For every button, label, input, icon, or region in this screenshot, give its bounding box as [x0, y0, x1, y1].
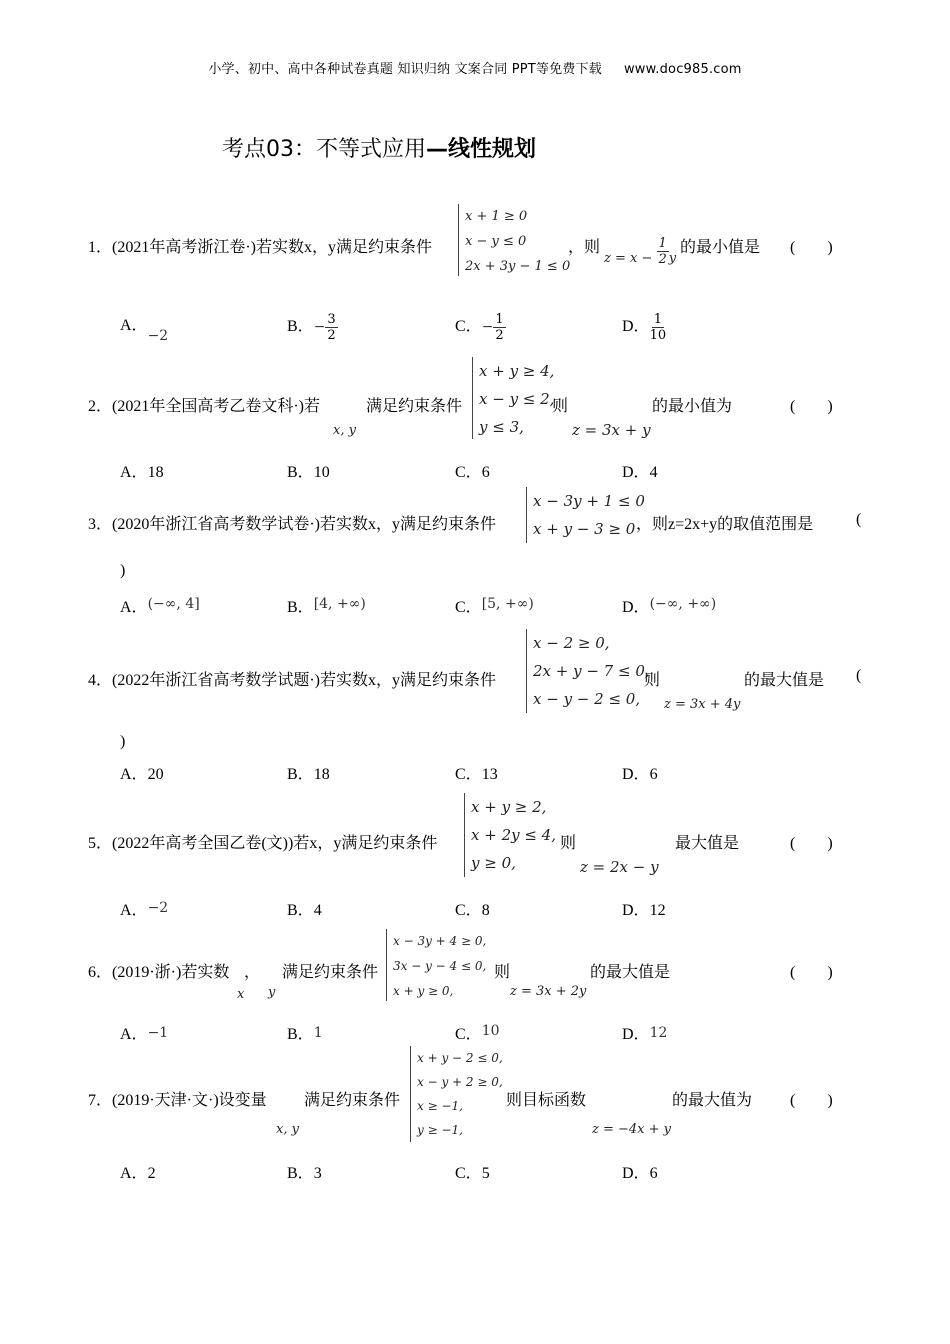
q7-mid: 则目标函数	[506, 1092, 587, 1109]
q5-answer-paren: ( )	[790, 835, 833, 852]
q3-constraint: x + y − 3 ≥ 0	[533, 520, 636, 538]
q5-option-a[interactable]: A．−2	[120, 900, 169, 919]
q5-objective: z = 2x − y	[580, 858, 659, 876]
q3-option-d[interactable]: D．(−∞, +∞)	[622, 596, 717, 616]
q7-answer-paren: ( )	[790, 1092, 833, 1109]
page-header	[0, 58, 950, 77]
q5-constraint: x + 2y ≤ 4,	[471, 826, 556, 844]
q2-mid: 则	[552, 398, 569, 415]
q7-vars: x, y	[276, 1122, 299, 1137]
q6-ask: 的最大值是	[590, 964, 671, 981]
q7-constraint-system	[410, 1046, 503, 1142]
q7-constraint: x + y − 2 ≤ 0,	[417, 1051, 503, 1065]
q6-constraint: 3x − y − 4 ≤ 0,	[393, 959, 487, 973]
q6-constraint-system	[386, 929, 486, 1001]
q2-constraint: x − y ≤ 2,	[479, 390, 555, 408]
header-url[interactable]: www.doc985.com	[623, 62, 742, 77]
q6-stem2: 满足约束条件	[282, 964, 379, 981]
q7-constraint: x − y + 2 ≥ 0,	[417, 1075, 503, 1089]
q4-option-d[interactable]: D．6	[622, 766, 658, 783]
q1-mid: ，则	[568, 239, 601, 256]
q5-option-c[interactable]: C．8	[455, 902, 490, 919]
q5-option-b[interactable]: B．4	[287, 902, 322, 919]
q3-constraint-system	[526, 487, 645, 543]
q5-option-d[interactable]: D．12	[622, 902, 666, 919]
q2-ask: 的最小值为	[652, 398, 733, 415]
q2-stem: 2．(2021年全国高考乙卷文科·)若	[88, 398, 320, 415]
q2-option-b[interactable]: B．10	[287, 464, 330, 481]
q4-objective: z = 3x + 4y	[664, 697, 741, 712]
q1-stem: 1．(2021年高考浙江卷·)若实数x，y满足约束条件	[88, 239, 432, 256]
q6-var-x: x	[237, 987, 245, 1002]
q6-stem: 6．(2019·浙·)若实数	[88, 964, 230, 981]
q7-stem: 7．(2019·天津·文·)设变量	[88, 1092, 267, 1109]
q4-paren-open: (	[856, 667, 862, 684]
q3-option-c[interactable]: C．[5, +∞)	[455, 596, 534, 616]
q7-option-a[interactable]: A．2	[120, 1165, 156, 1182]
q6-option-a[interactable]: A．−1	[120, 1025, 169, 1043]
q3-option-a[interactable]: A．(−∞, 4]	[120, 596, 200, 616]
q4-option-a[interactable]: A．20	[120, 766, 164, 783]
q3-paren-close: )	[120, 562, 126, 579]
q1-option-a[interactable]: A．−2	[120, 317, 169, 344]
q4-option-c[interactable]: C．13	[455, 766, 498, 783]
q5-constraint-system	[464, 793, 556, 877]
header-text: 小学、初中、高中各种试卷真题 知识归纳 文案合同 PPT等免费下载	[208, 62, 602, 77]
q4-ask: 的最大值是	[744, 672, 825, 689]
page-title	[222, 132, 536, 163]
q2-constraint: y ≤ 3,	[479, 418, 524, 436]
q1-objective: z = x − $\frac{1}{2}$ y	[604, 236, 677, 267]
q2-option-d[interactable]: D．4	[622, 464, 658, 481]
q4-constraint: 2x + y − 7 ≤ 0,	[533, 662, 650, 680]
q2-option-a[interactable]: A．18	[120, 464, 164, 481]
q1-constraint-system	[458, 204, 570, 276]
q1-answer-paren: ( )	[790, 239, 833, 256]
q5-constraint: x + y ≥ 2,	[471, 798, 547, 816]
q1-ask: 的最小值是	[680, 239, 761, 256]
q6-constraint: x + y ≥ 0,	[393, 984, 454, 998]
q7-ask: 的最大值为	[672, 1092, 753, 1109]
q2-stem2: 满足约束条件	[366, 398, 463, 415]
q7-constraint: x ≥ −1,	[417, 1099, 463, 1113]
q4-constraint: x − 2 ≥ 0,	[533, 634, 610, 652]
q3-paren-open: (	[856, 511, 862, 528]
q4-constraint-system	[526, 629, 650, 713]
q5-constraint: y ≥ 0,	[471, 854, 516, 872]
q6-mid: 则	[494, 964, 511, 981]
q6-option-d[interactable]: D．12	[622, 1025, 668, 1043]
q2-constraint: x + y ≥ 4,	[479, 362, 555, 380]
q2-vars: x, y	[333, 423, 356, 438]
q3-stem: 3．(2020年浙江省高考数学试卷·)若实数x，y满足约束条件	[88, 516, 496, 533]
q7-constraint: y ≥ −1,	[417, 1123, 463, 1137]
q6-objective: z = 3x + 2y	[510, 984, 587, 999]
q1-constraint: 2x + 3y − 1 ≤ 0	[465, 259, 571, 274]
q5-mid: 则	[560, 835, 577, 852]
q1-constraint: x − y ≤ 0	[465, 234, 527, 249]
q4-mid: 则	[644, 672, 661, 689]
q3-constraint: x − 3y + 1 ≤ 0	[533, 492, 645, 510]
q1-option-c[interactable]: C．− $\frac{1}{2}$	[455, 312, 504, 343]
q4-paren-close: )	[120, 733, 126, 750]
q2-option-c[interactable]: C．6	[455, 464, 490, 481]
q4-option-b[interactable]: B．18	[287, 766, 330, 783]
q2-constraint-system	[472, 357, 554, 439]
q6-comma: ，	[244, 964, 261, 981]
q1-option-d[interactable]: D． $\frac{1}{10}$	[622, 312, 667, 343]
title-bold: —线性规划	[426, 137, 537, 162]
q6-answer-paren: ( )	[790, 964, 833, 981]
q5-stem: 5．(2022年高考全国乙卷(文))若x，y满足约束条件	[88, 835, 438, 852]
q7-option-d[interactable]: D．6	[622, 1165, 658, 1182]
q3-option-b[interactable]: B．[4, +∞)	[287, 596, 366, 616]
q3-ask: ，则z=2x+y的取值范围是	[636, 516, 814, 533]
q6-option-c[interactable]: C．10	[455, 1023, 500, 1043]
q7-option-b[interactable]: B．3	[287, 1165, 322, 1182]
q5-ask: 最大值是	[675, 835, 740, 852]
q6-var-y: y	[268, 985, 276, 1000]
q1-option-b[interactable]: B．− $\frac{3}{2}$	[287, 312, 336, 343]
q7-stem2: 满足约束条件	[304, 1092, 401, 1109]
q4-stem: 4．(2022年浙江省高考数学试题·)若实数x，y满足约束条件	[88, 672, 496, 689]
q4-constraint: x − y − 2 ≤ 0,	[533, 690, 641, 708]
q2-objective: z = 3x + y	[572, 421, 651, 439]
q6-option-b[interactable]: B．1	[287, 1025, 323, 1043]
q2-answer-paren: ( )	[790, 398, 833, 415]
q7-objective: z = −4x + y	[592, 1122, 672, 1137]
q6-constraint: x − 3y + 4 ≥ 0,	[393, 934, 487, 948]
q1-constraint: x + 1 ≥ 0	[465, 209, 528, 224]
title-prefix: 考点03：不等式应用	[222, 137, 426, 162]
q7-option-c[interactable]: C．5	[455, 1165, 490, 1182]
